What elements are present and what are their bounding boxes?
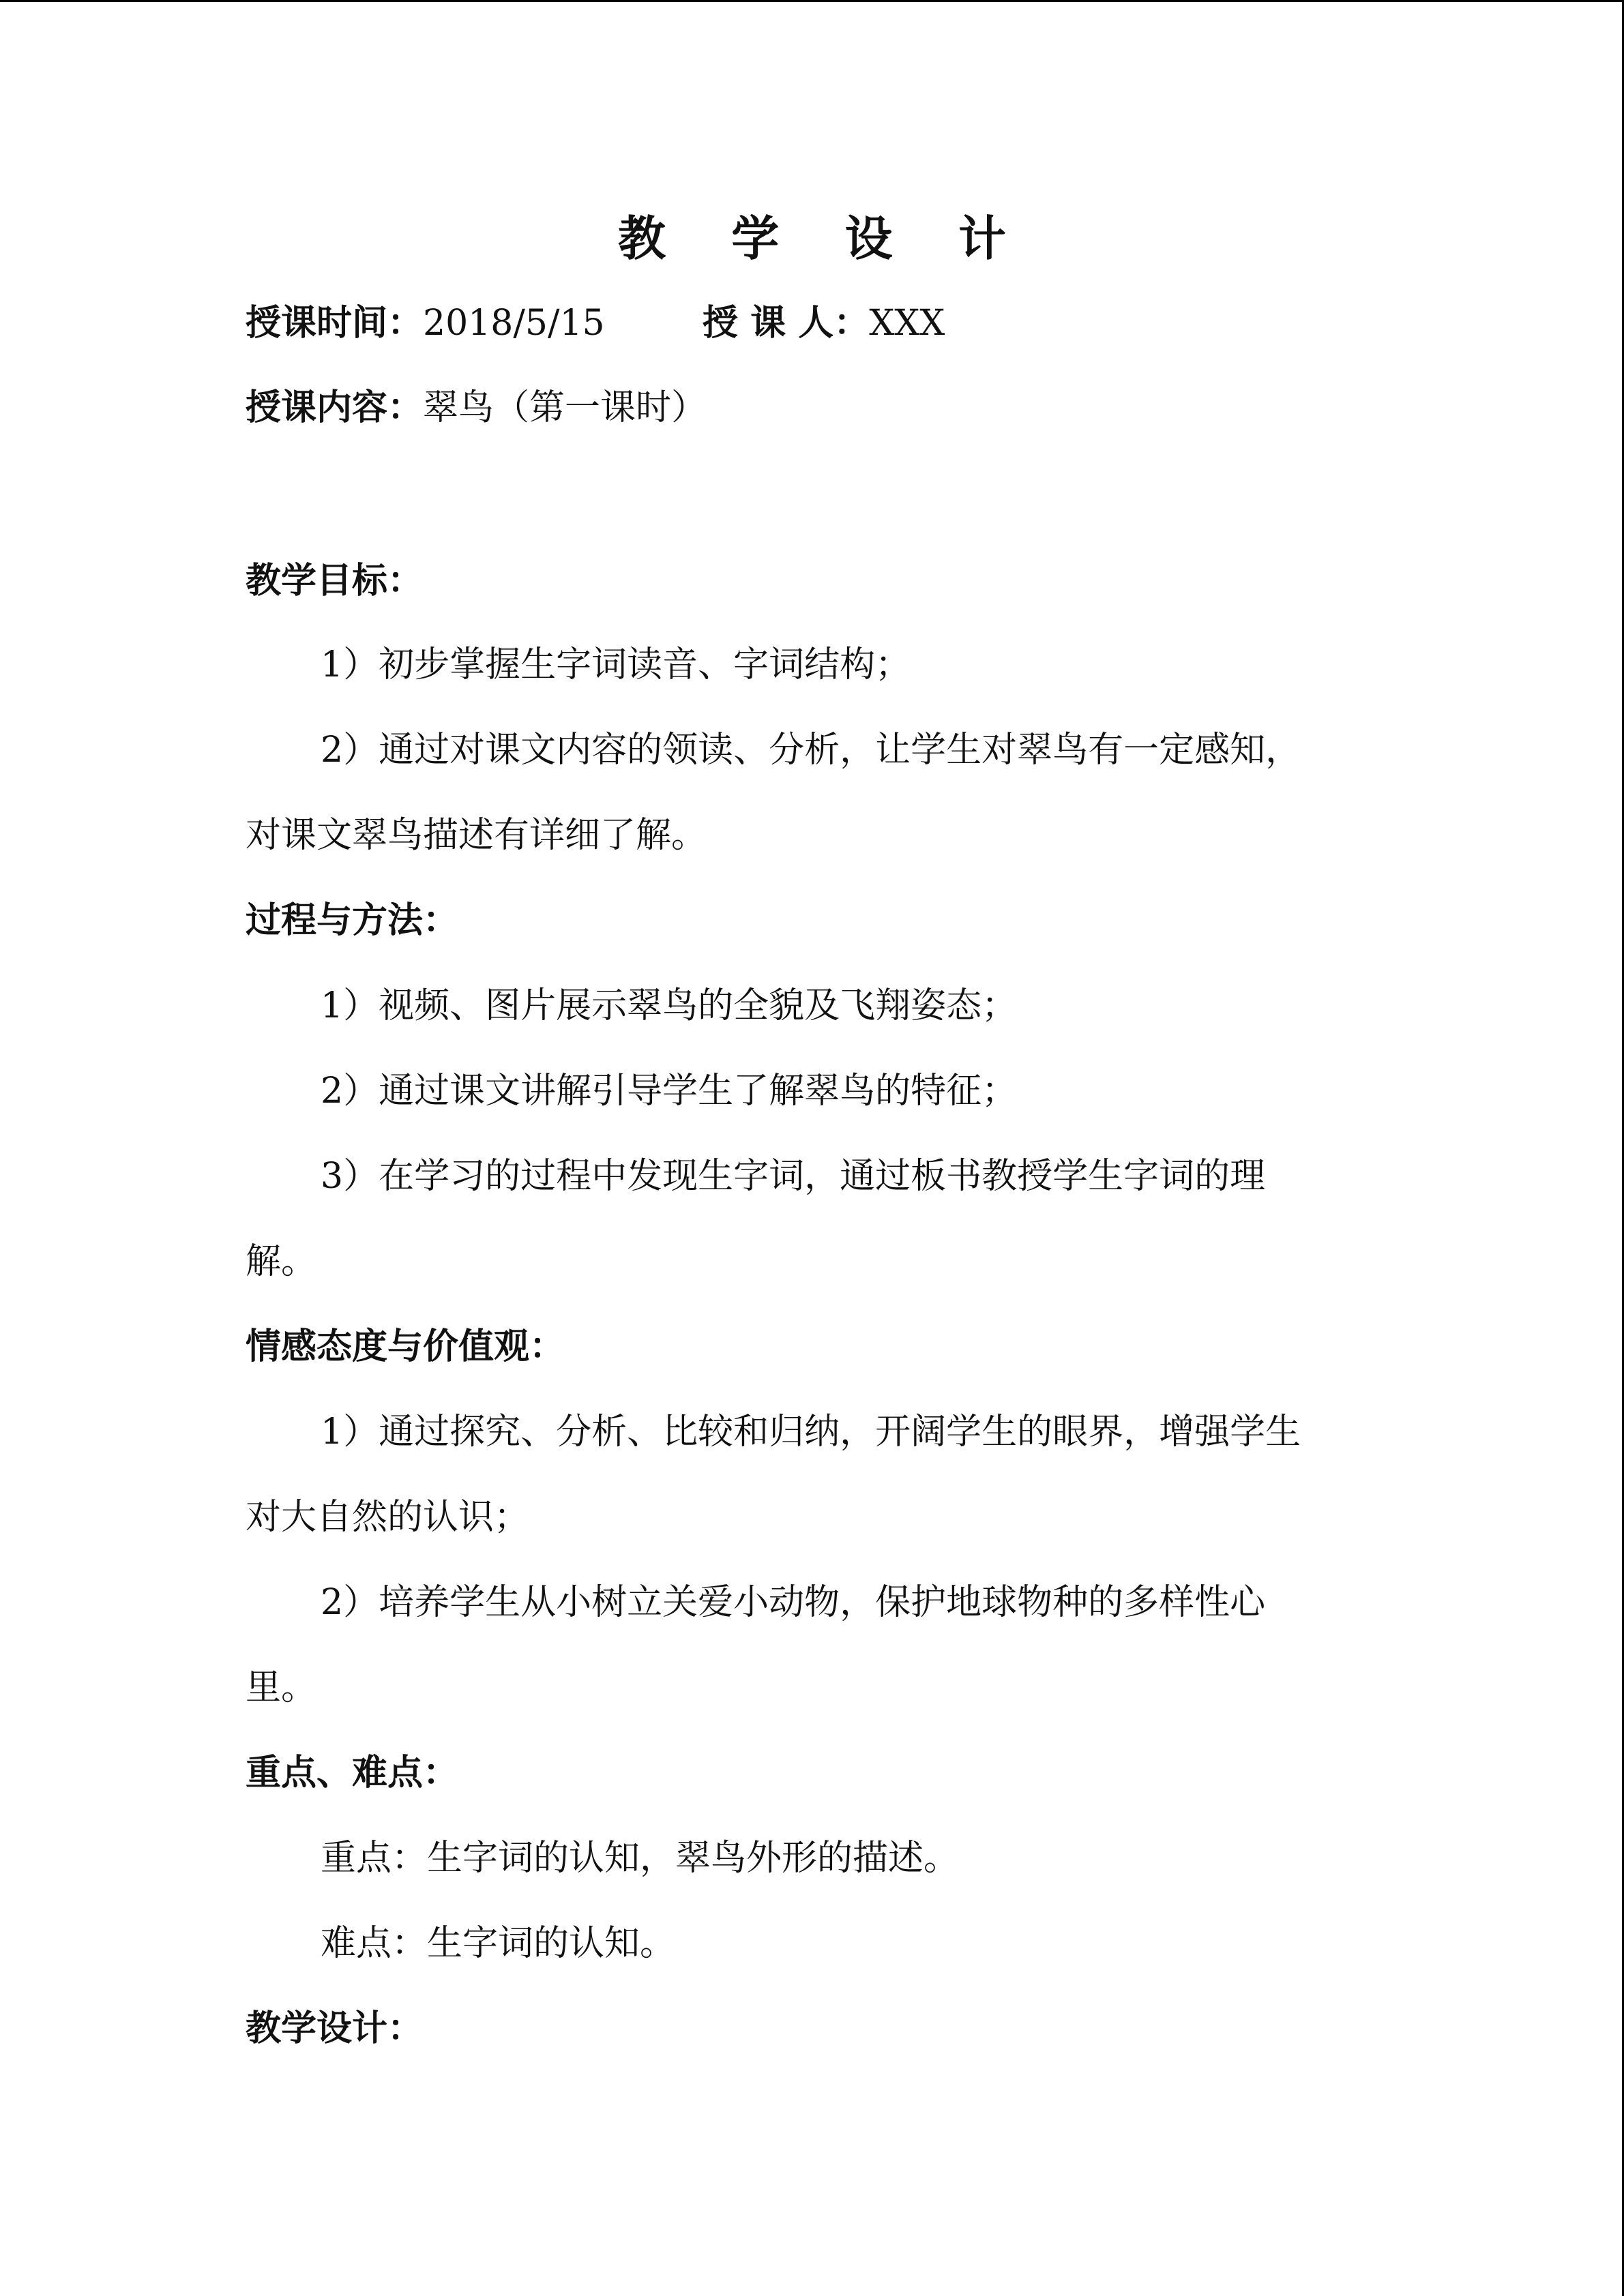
key-points-heading: 重点、难点：: [246, 1753, 459, 1793]
process-heading: 过程与方法：: [246, 900, 459, 941]
process-item: 2）通过课文讲解引导学生了解翠鸟的特征；: [321, 1071, 1018, 1112]
lesson-time-row: [246, 296, 605, 351]
values-item: 1）通过探究、分析、比较和归纳，开阔学生的眼界，增强学生: [321, 1412, 1301, 1452]
lesson-content-row: [246, 381, 707, 435]
teacher-value: XXX: [869, 303, 945, 344]
lesson-content-label: 授课内容：: [246, 387, 424, 428]
values-item-continued: 里。: [246, 1667, 317, 1708]
objective-item: 1）初步掌握生字词读音、字词结构；: [321, 644, 911, 685]
objective-item: 2）通过对课文内容的领读、分析，让学生对翠鸟有一定感知，: [321, 730, 1301, 771]
process-item: 3）在学习的过程中发现生字词，通过板书教授学生字词的理: [321, 1156, 1266, 1197]
difficulty-point: 难点：生字词的认知。: [321, 1923, 676, 1964]
objectives-heading: 教学目标：: [246, 561, 424, 601]
lesson-time-value: 2018/5/15: [423, 303, 605, 344]
process-item: 1）视频、图片展示翠鸟的全貌及飞翔姿态；: [321, 985, 1018, 1026]
page-border-top: [0, 0, 1624, 2]
page-title: 教 学 设 计: [617, 211, 1031, 267]
values-item: 2）培养学生从小树立关爱小动物，保护地球物种的多样性心: [321, 1582, 1266, 1623]
teacher-label: 授 课 人：: [703, 303, 870, 344]
teacher-row: [703, 296, 945, 351]
objective-item-continued: 对课文翠鸟描述有详细了解。: [246, 815, 707, 856]
process-item-continued: 解。: [246, 1241, 317, 1282]
design-heading: 教学设计：: [246, 2008, 424, 2049]
lesson-content-value: 翠鸟（第一课时）: [423, 387, 707, 428]
values-heading: 情感态度与价值观：: [246, 1326, 565, 1367]
values-item-continued: 对大自然的认识；: [246, 1497, 530, 1538]
lesson-time-label: 授课时间：: [246, 303, 424, 344]
key-point: 重点：生字词的认知，翠鸟外形的描述。: [321, 1838, 960, 1879]
